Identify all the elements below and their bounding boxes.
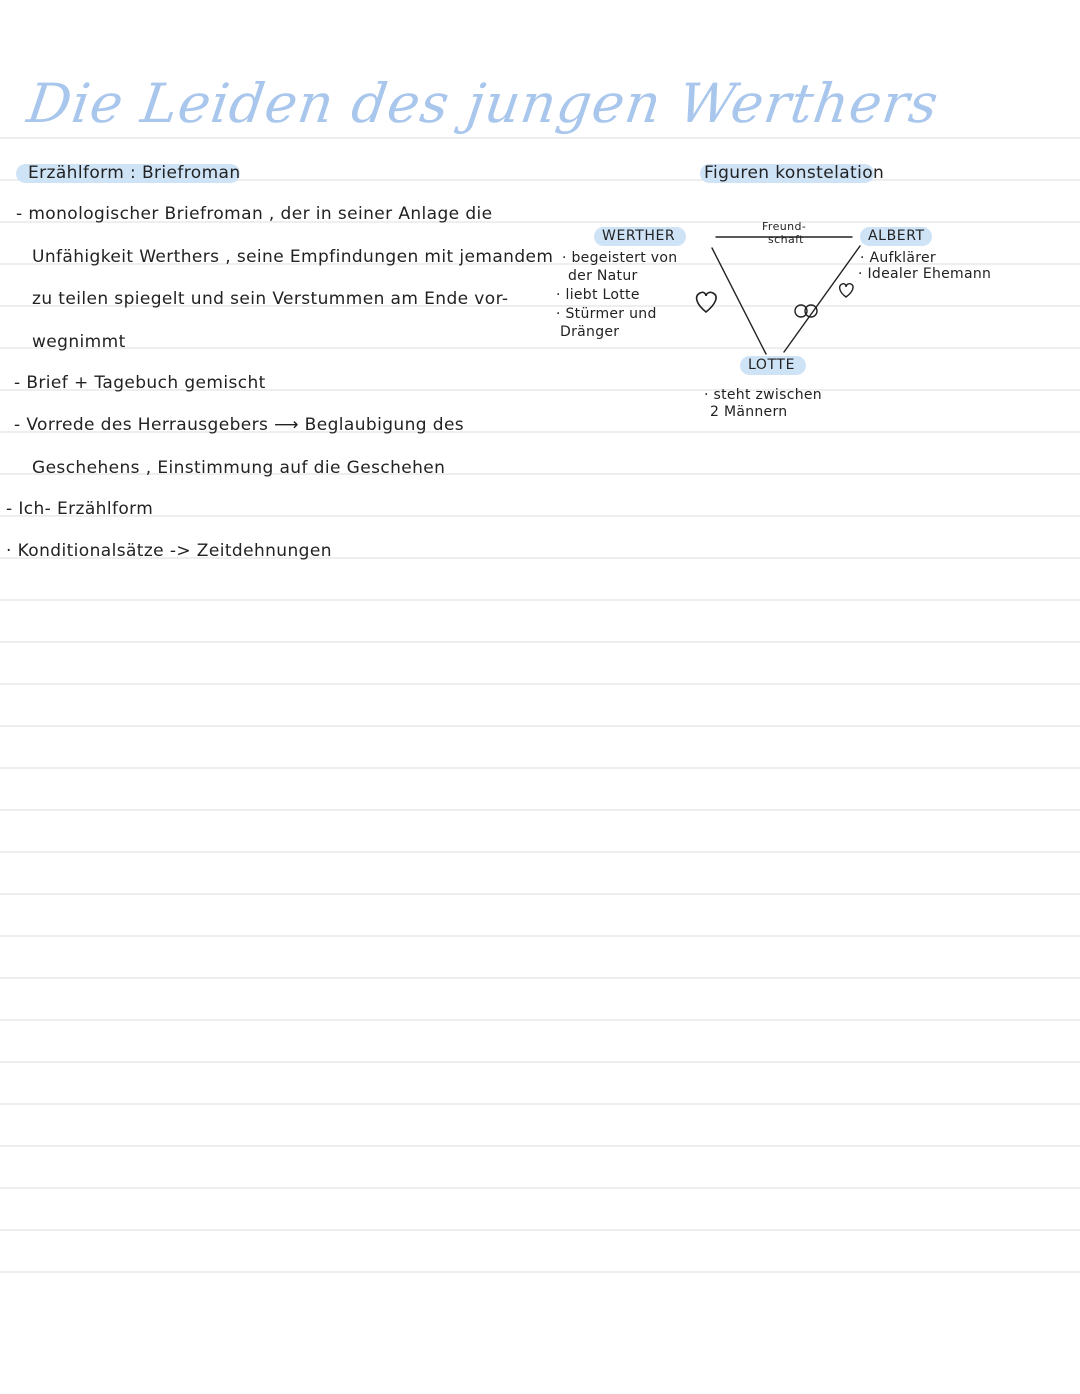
note-line: wegnimmt (32, 332, 126, 352)
friendship-label-bottom: schaft (768, 233, 804, 246)
werther-label: WERTHER (602, 228, 676, 244)
lotte-note: 2 Männern (710, 404, 788, 420)
note-line: - Vorrede des Herrausgebers ⟶ Beglaubigung des (14, 415, 465, 435)
werther-note: Dränger (560, 324, 620, 340)
note-line: · Konditionalsätze -> Zeitdehnungen (6, 541, 332, 561)
friendship-label-top: Freund- (762, 220, 807, 233)
werther-note: · Stürmer und (556, 306, 657, 322)
albert-note: · Aufklärer (860, 250, 936, 266)
werther-note: · begeistert von (562, 250, 678, 266)
note-line: - Ich- Erzählform (6, 499, 154, 519)
albert-note: · Idealer Ehemann (858, 266, 992, 282)
werther-note: · liebt Lotte (556, 287, 640, 303)
diagram-heading: Figuren konstelation (704, 163, 885, 183)
lotte-label: LOTTE (748, 357, 796, 373)
section-heading: Erzählform : Briefroman (28, 163, 241, 183)
note-line: Unfähigkeit Werthers , seine Empfindungen mit jemandem (32, 247, 554, 267)
note-line: Geschehens , Einstimmung auf die Geschehen (32, 458, 446, 478)
werther-note: der Natur (568, 268, 638, 284)
note-line: - Brief + Tagebuch gemischt (14, 373, 266, 393)
note-line: zu teilen spiegelt und sein Verstummen am Ende vor- (32, 289, 509, 309)
albert-label: ALBERT (868, 228, 925, 244)
lotte-note: · steht zwischen (704, 387, 822, 403)
page-title: Die Leiden des jungen Werthers (23, 72, 943, 135)
note-line: - monologischer Briefroman , der in seiner Anlage die (16, 204, 493, 224)
